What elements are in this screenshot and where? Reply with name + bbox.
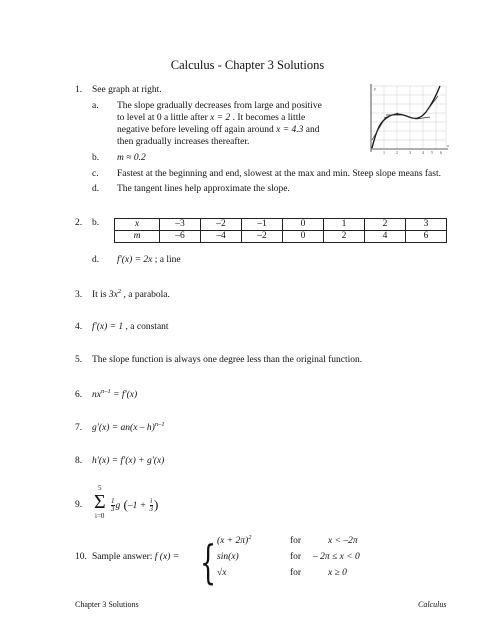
graph-x-tick: 2 [396,150,398,155]
q1a-line3: negative before leveling off again around x = 4.3 and [117,125,320,135]
slope-graph [368,82,450,156]
q3-number: 3. [75,290,83,300]
table-cell: 0 [283,219,324,231]
table-cell: –2 [242,231,283,243]
q3-answer: It is $3x^2$ , a parabola. [92,288,170,300]
q1b-label: b. [92,153,100,163]
fraction: $\frac{i}{3}$ [149,497,154,514]
case-for: for [290,552,302,562]
q1-number: 1. [75,85,83,95]
q10-number: 10. [75,552,87,562]
q10-label: Sample answer: f (x) = [92,552,180,562]
q2-number: 2. [75,218,83,228]
table-cell: –4 [201,231,242,243]
table-cell: 3 [406,219,447,231]
q5-number: 5. [75,355,83,365]
table-cell: x [115,219,160,231]
case-condition: x < –2π [328,536,358,546]
table-cell: 0 [283,231,324,243]
graph-y-label: y [374,86,376,91]
table-cell: –6 [160,231,201,243]
case-expression: $(x + 2\pi)^2$ [217,534,252,546]
q2b-label: b. [92,218,100,228]
slope-table [114,218,447,243]
table-row [115,219,447,231]
q1d-answer: The tangent lines help approximate the slope. [117,184,290,194]
table-cell: 6 [406,231,447,243]
graph-x-tick: 1 [383,150,385,155]
case-condition: x ≥ 0 [328,568,347,578]
piecewise-brace: { [200,535,217,589]
table-row [115,231,447,243]
q4-number: 4. [75,322,83,332]
footer-right: Calculus [418,600,447,609]
q8-answer: h′(x) = f′(x) + g′(x) [92,456,165,466]
q1a-label: a. [92,101,99,111]
q4-answer: f′(x) = 1 , a constant [92,322,169,332]
q1-text: See graph at right. [92,85,162,95]
table-cell: m [115,231,160,243]
graph-x-tick: 3 [409,150,411,155]
q1d-label: d. [92,184,100,194]
q2d-answer: f′(x) = 2x ; a line [117,255,181,265]
table-cell: –1 [242,219,283,231]
q1c-answer: Fastest at the beginning and end, slowest at the max and min. Steep slope means fast. [117,169,441,179]
table-cell: 2 [365,219,406,231]
q2d-label: d. [92,255,100,265]
case-condition: – 2π ≤ x < 0 [313,552,360,562]
case-for: for [290,568,302,578]
q1a-line4: then gradually increases thereafter. [117,137,250,147]
q8-number: 8. [75,456,83,466]
q1c-label: c. [92,169,99,179]
table-cell: –3 [160,219,201,231]
q6-answer: $nx^{n-1} = f'(x)$ [92,388,138,400]
fraction: $\frac{1}{3}$ [111,497,115,514]
case-expression: √x [217,568,227,578]
case-for: for [290,536,302,546]
q9-summand: $\frac{1}{3}$ g (–1 + $\frac{i}{3}$ ) [111,497,159,514]
q6-number: 6. [75,390,83,400]
table-cell: 4 [365,231,406,243]
table-cell: 1 [324,219,365,231]
q1a-line1: The slope gradually decreases from large and positive [117,101,322,111]
graph-x-tick: 4 [422,150,424,155]
graph-x-tick: 6 [440,150,442,155]
sigma-symbol: Σ [94,491,106,513]
case-expression: sin(x) [217,552,239,562]
q1a-line2: to level at 0 a little after x = 2 . It becomes a little [117,113,306,123]
page-title: Calculus - Chapter 3 Solutions [170,58,325,72]
q1b-answer: m ≈ 0.2 [117,153,146,163]
table-cell: 2 [324,231,365,243]
q5-answer: The slope function is always one degree less than the original function. [92,355,363,365]
graph-x-label: x [447,143,449,148]
q7-answer: g′(x) = an(x – h)$^{n-1}$ [92,421,165,433]
q9-number: 9. [75,500,83,510]
q7-number: 7. [75,423,83,433]
graph-x-tick: 5 [431,150,433,155]
footer-left: Chapter 3 Solutions [75,600,139,609]
sum-upper-limit: 5 [98,484,102,492]
table-cell: –2 [201,219,242,231]
sum-lower-limit: i=0 [95,512,105,520]
